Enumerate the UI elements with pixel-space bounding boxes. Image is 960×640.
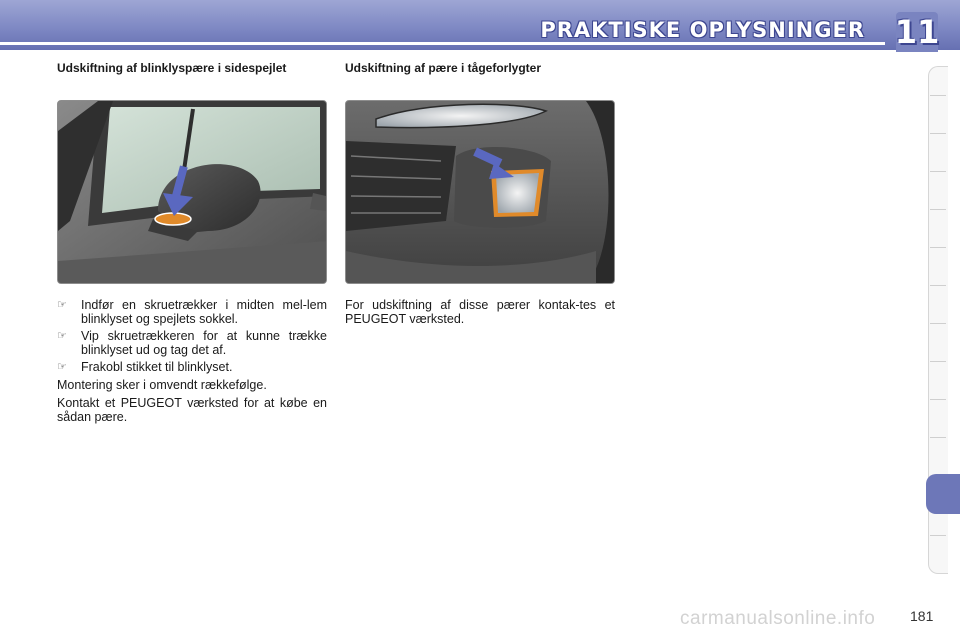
index-tick <box>930 285 946 286</box>
index-tick <box>930 437 946 438</box>
index-tab-active[interactable] <box>926 474 960 514</box>
right-section <box>345 62 615 326</box>
section-heading-mirror-indicator: Udskiftning af blinklyspære i sidespejlet <box>57 61 287 75</box>
index-tick <box>930 535 946 536</box>
mirror-indicator-illustration <box>57 100 327 284</box>
index-tick <box>930 133 946 134</box>
index-tick <box>930 209 946 210</box>
left-body-text <box>57 298 327 424</box>
index-tick <box>930 361 946 362</box>
pointing-hand-icon: ☞ <box>57 299 67 311</box>
pointing-hand-icon: ☞ <box>57 330 67 342</box>
chapter-tab <box>896 12 938 52</box>
chapter-number: 11 <box>894 13 940 51</box>
index-tick <box>930 171 946 172</box>
dealer-note: Kontakt et PEUGEOT værksted for at købe en sådan pære. <box>57 396 327 424</box>
pointing-hand-icon: ☞ <box>57 361 67 373</box>
reassembly-note: Montering sker i omvendt rækkefølge. <box>57 378 267 392</box>
section-heading-fog-lamp: Udskiftning af pære i tågeforlygter <box>345 61 542 75</box>
left-section <box>57 62 327 424</box>
watermark: carmanualsonline.info <box>680 608 876 629</box>
instruction-step-3 <box>57 360 327 374</box>
instruction-step-text: Vip skruetrækkeren for at kunne trække blinklyset ud og tag det af. <box>81 329 327 357</box>
index-tick <box>930 399 946 400</box>
index-tick <box>930 247 946 248</box>
instruction-step-text: Indfør en skruetrækker i midten mel-lem blinklyset og spejlets sokkel. <box>81 298 327 326</box>
index-tick <box>930 95 946 96</box>
instruction-step-text: Frakobl stikket til blinklyset. <box>81 360 233 374</box>
index-tick <box>930 323 946 324</box>
instruction-step-2 <box>57 329 327 357</box>
fog-lamp-note: For udskiftning af disse pærer kontak-tes et PEUGEOT værksted. <box>345 298 615 326</box>
page-number: 181 <box>910 608 934 624</box>
right-body-text <box>345 298 615 326</box>
header-rule <box>0 42 885 45</box>
fog-lamp-illustration <box>345 100 615 284</box>
page-title: PRAKTISKE OPLYSNINGER <box>540 18 865 42</box>
instruction-step-1 <box>57 298 327 326</box>
